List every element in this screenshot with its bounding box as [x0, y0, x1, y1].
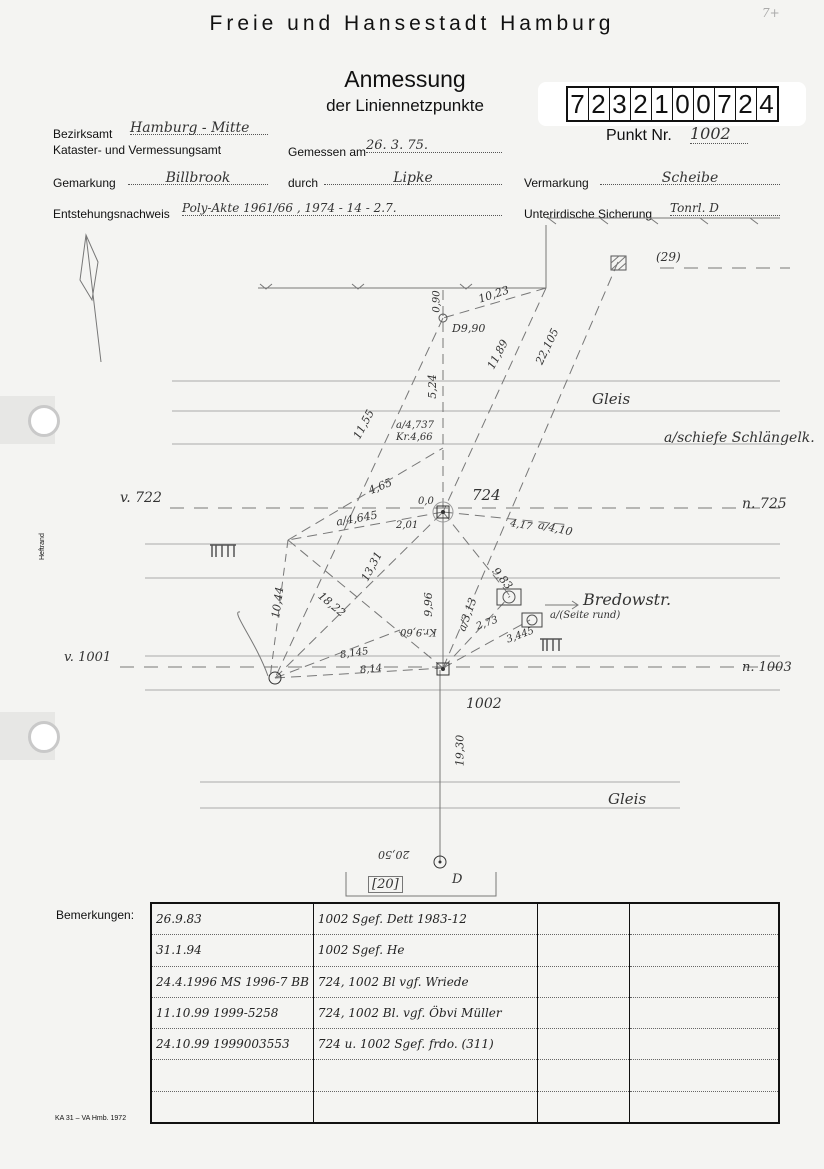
- remarks-cell: 724 u. 1002 Sgef. frdo. (311): [313, 1029, 537, 1060]
- remarks-cell: 31.1.94: [151, 935, 313, 966]
- measure-0-0: 0,0: [418, 496, 434, 507]
- remarks-row: [151, 1060, 779, 1091]
- remarks-cell: [313, 1060, 537, 1091]
- measure-0-90: 0,90: [431, 290, 443, 313]
- measure-18-22: 18,22: [315, 589, 348, 620]
- measure-22-105: 22,105: [532, 326, 562, 367]
- remarks-cell: [537, 1091, 629, 1123]
- measure-kr-9-60: Kr.9,60: [400, 626, 437, 637]
- v1001-label: v. 1001: [64, 650, 112, 665]
- gemarkung-value: Billbrook: [128, 170, 268, 185]
- durch-label: durch: [288, 176, 319, 190]
- remarks-row: [151, 903, 779, 935]
- remarks-cell: 724, 1002 Bl. vgf. Öbvi Müller: [313, 997, 537, 1028]
- measure-11-89: 11,89: [484, 337, 511, 372]
- measure-4-65: 4,65: [366, 475, 395, 498]
- point-724-label: 724: [472, 486, 501, 504]
- gemarkung-label: Gemarkung: [53, 176, 116, 190]
- remarks-cell: 26.9.83: [151, 903, 313, 935]
- measure-9-96: 9,96: [421, 592, 435, 617]
- remarks-cell: 24.4.1996 MS 1996-7 BB: [151, 966, 313, 997]
- entstehung-label: Entstehungsnachweis: [53, 207, 170, 221]
- remarks-cell: [537, 903, 629, 935]
- measure-a4-737: a/4,737: [396, 420, 434, 431]
- remarks-cell: 1002 Sgef. He: [313, 935, 537, 966]
- measure-10-23: 10,23: [476, 283, 511, 306]
- remarks-cell: [151, 1060, 313, 1091]
- remarks-cell: [537, 1029, 629, 1060]
- remarks-label: Bemerkungen:: [56, 908, 135, 922]
- point-number-digit: 3: [610, 88, 631, 120]
- bezirksamt-value: Hamburg - Mitte: [130, 120, 268, 135]
- measure-2-01: 2,01: [396, 520, 419, 531]
- punkt-label: Punkt Nr.: [606, 127, 672, 144]
- measure-3-445: 3,445: [504, 625, 536, 646]
- remarks-row: [151, 1029, 779, 1060]
- measure-20-50: 20,50: [378, 848, 410, 861]
- measure-8-14: 8,14: [359, 662, 383, 677]
- point-number-digit: 7: [715, 88, 736, 120]
- durch-value: Lipke: [324, 170, 502, 185]
- remarks-cell: [537, 966, 629, 997]
- measure-11-55: 11,55: [350, 407, 377, 442]
- remarks-cell: [629, 903, 779, 935]
- authority-title: Freie und Hansestadt Hamburg: [209, 12, 615, 35]
- d-mark-label: D: [452, 872, 463, 887]
- measure-9-83: 9,83: [489, 564, 516, 593]
- remarks-cell: [629, 1060, 779, 1091]
- remarks-cell: [537, 1060, 629, 1091]
- corner-mark: 7+: [762, 6, 780, 20]
- remarks-cell: 24.10.99 1999003553: [151, 1029, 313, 1060]
- remarks-row: [151, 1091, 779, 1123]
- remarks-cell: [629, 1029, 779, 1060]
- point-number-digit: 2: [631, 88, 652, 120]
- remarks-row: [151, 966, 779, 997]
- point-1002-label: 1002: [466, 696, 502, 712]
- remarks-cell: [537, 997, 629, 1028]
- remarks-cell: [151, 1091, 313, 1123]
- measure-5-24: 5,24: [425, 374, 439, 399]
- remarks-cell: 1002 Sgef. Dett 1983-12: [313, 903, 537, 935]
- remarks-cell: 11.10.99 1999-5258: [151, 997, 313, 1028]
- measure-a4-645: a/4,645: [335, 508, 379, 529]
- point-20-label: [20]: [368, 876, 403, 893]
- n1003-label: n. 1003: [742, 660, 792, 675]
- remarks-cell: [629, 1091, 779, 1123]
- measure-10-44: 10,44: [269, 585, 287, 620]
- remarks-cell: [629, 935, 779, 966]
- point-number-digit: 0: [673, 88, 694, 120]
- measure-a3-13: a/3,13: [455, 595, 480, 634]
- measure-19-30: 19,30: [453, 734, 467, 767]
- point-number-digit: 1: [652, 88, 673, 120]
- bezirksamt-label: Bezirksamt: [53, 127, 113, 141]
- n725-label: n. 725: [742, 496, 787, 512]
- schlaengelk-label: a/schiefe Schlängelk.: [664, 430, 815, 446]
- entstehung-value: Poly-Akte 1961/66 , 1974 - 14 - 2.7.: [182, 201, 502, 216]
- gleis-top-label: Gleis: [592, 390, 631, 408]
- remarks-row: [151, 997, 779, 1028]
- remarks-cell: [313, 1091, 537, 1123]
- remarks-cell: [537, 935, 629, 966]
- measure-kr4-66: Kr.4,66: [396, 432, 433, 443]
- point-number-digit: 4: [759, 89, 774, 119]
- seite-rund-label: a/(Seite rund): [550, 610, 621, 621]
- point-number-digit: 7: [568, 88, 589, 120]
- gemessen-label: Gemessen am: [288, 145, 367, 159]
- north-arrow-icon: [80, 235, 101, 362]
- measure-13-31: 13,31: [358, 549, 385, 584]
- measure-d9-90: D9,90: [452, 322, 486, 335]
- measure-8-145: 8,145: [339, 646, 370, 661]
- point-29-label: (29): [656, 250, 681, 264]
- heftrand-label: Heftrand: [39, 533, 46, 560]
- gemessen-value: 26. 3. 75.: [366, 138, 502, 153]
- remarks-cell: [629, 966, 779, 997]
- form-id: KA 31 – VA Hmb. 1972: [55, 1115, 127, 1122]
- gleis-bottom-label: Gleis: [608, 790, 647, 808]
- measure-2-73: 2,73: [474, 614, 500, 633]
- measure-a4-10: a/4,10: [537, 518, 574, 539]
- punkt-value: 1002: [690, 124, 748, 144]
- bredowstr-label: Bredowstr.: [583, 590, 672, 609]
- vermarkung-label: Vermarkung: [524, 176, 589, 190]
- point-number-digit: 2: [736, 88, 757, 120]
- vermarkung-value: Scheibe: [600, 170, 780, 185]
- point-number-digit: 0: [694, 88, 715, 120]
- kataster-label: Kataster- und Vermessungsamt: [53, 143, 222, 157]
- v722-label: v. 722: [120, 490, 162, 506]
- document-title: Anmessung: [344, 66, 466, 92]
- document-subtitle: der Liniennetzpunkte: [326, 96, 484, 115]
- remarks-cell: 724, 1002 Bl vgf. Wriede: [313, 966, 537, 997]
- remarks-table: [150, 902, 780, 1124]
- sicherung-label: Unterirdische Sicherung: [524, 207, 653, 221]
- measure-4-17: 4,17: [509, 518, 534, 533]
- remarks-row: [151, 935, 779, 966]
- sicherung-value: Tonrl. D: [670, 201, 780, 216]
- point-number-digit: 2: [589, 88, 610, 120]
- remarks-cell: [629, 997, 779, 1028]
